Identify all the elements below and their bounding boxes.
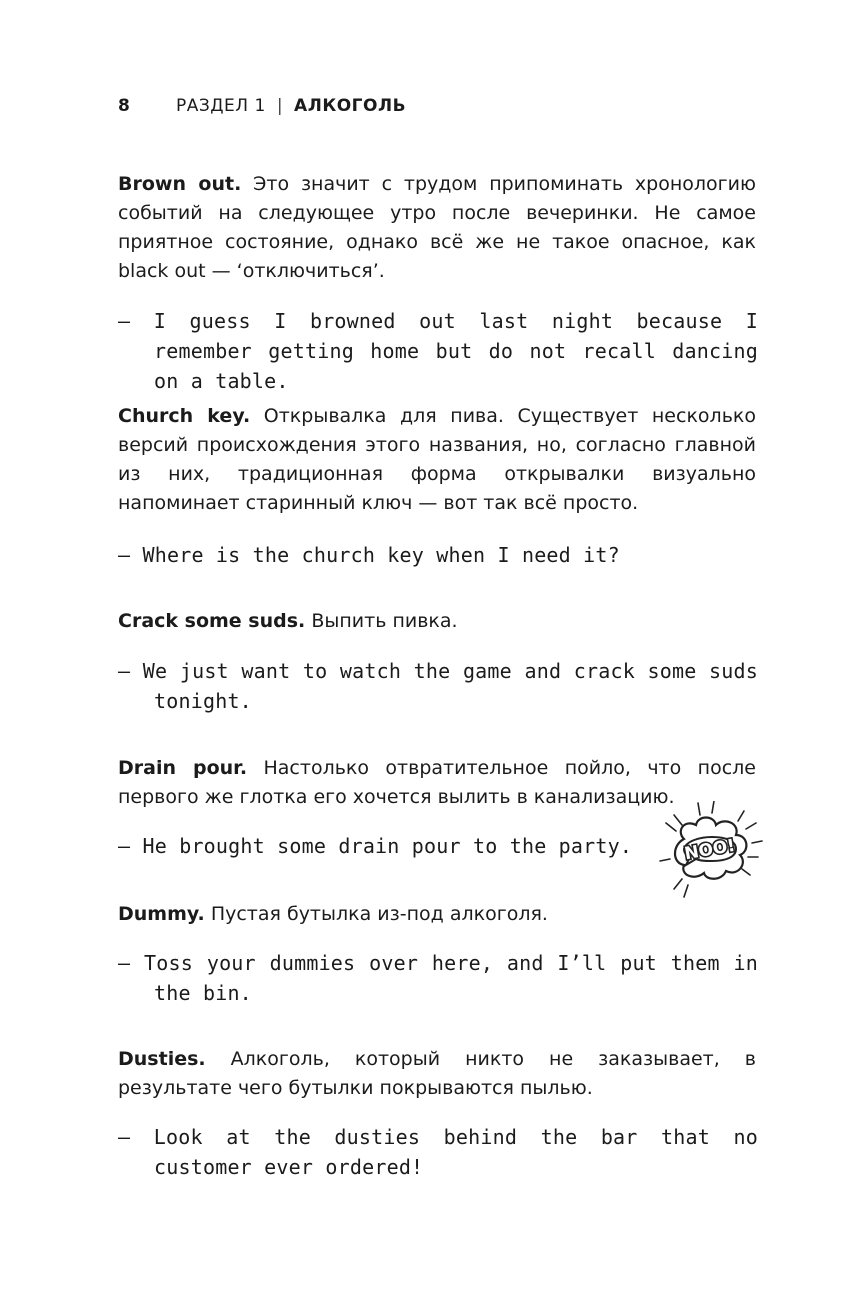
page-number: 8: [118, 96, 131, 116]
example-sentence: — Where is the church key when I need it?: [118, 543, 620, 567]
definition-text: Пустая бутылка из-под алкоголя.: [210, 903, 548, 925]
running-header: [118, 96, 406, 116]
definition-text: Настолько отвратительное пойло, что после первого же глотка его хочется вылить в канализацию.: [118, 757, 756, 808]
entry-term: Brown out.: [118, 173, 242, 195]
entry-term: Drain pour.: [118, 757, 248, 779]
example-sentence: — He brought some drain pour to the party.: [118, 834, 633, 858]
entry-term: Crack some suds.: [118, 610, 306, 632]
entry-definition: [118, 607, 756, 636]
burst-text: NOO!: [683, 835, 737, 865]
definition-text: Алкоголь, который никто не заказывает, в результате чего бутылки покрываются пылью.: [118, 1048, 756, 1099]
chapter-title: АЛКОГОЛЬ: [294, 96, 407, 116]
entry-definition: [118, 1045, 756, 1103]
entry-definition: [118, 170, 756, 286]
entry-term: Dusties.: [118, 1048, 206, 1070]
header-separator: |: [276, 96, 284, 116]
definition-text: Открывалка для пива. Существует несколько версий происхождения этого названия, но, согласно главной из них, традиционная форма открывалки визуально напоминает старинный ключ — вот так всё просто.: [118, 405, 756, 514]
entry-term: Dummy.: [118, 903, 205, 925]
section-label: РАЗДЕЛ 1: [176, 96, 266, 116]
entry-term: Church key.: [118, 405, 251, 427]
entry-definition: [118, 402, 756, 518]
example-sentence: — I guess I browned out last night because I remember getting home but do not recall dancing on a table.: [118, 309, 758, 393]
example-sentence: — Look at the dusties behind the bar that no customer ever ordered!: [118, 1125, 758, 1179]
definition-text: Выпить пивка.: [311, 610, 458, 632]
example-sentence: — Toss your dummies over here, and I’ll put them in the bin.: [118, 951, 758, 1005]
noo-speech-burst-icon: [654, 801, 766, 899]
example-sentence: — We just want to watch the game and crack some suds tonight.: [118, 659, 758, 713]
definition-text: Это значит с трудом припоминать хронологию событий на следующее утро после вечеринки. Не самое приятное состояние, однако всё же не такое опасное, как black out — ‘отключиться’.: [118, 173, 756, 282]
entry-definition: [118, 900, 756, 929]
